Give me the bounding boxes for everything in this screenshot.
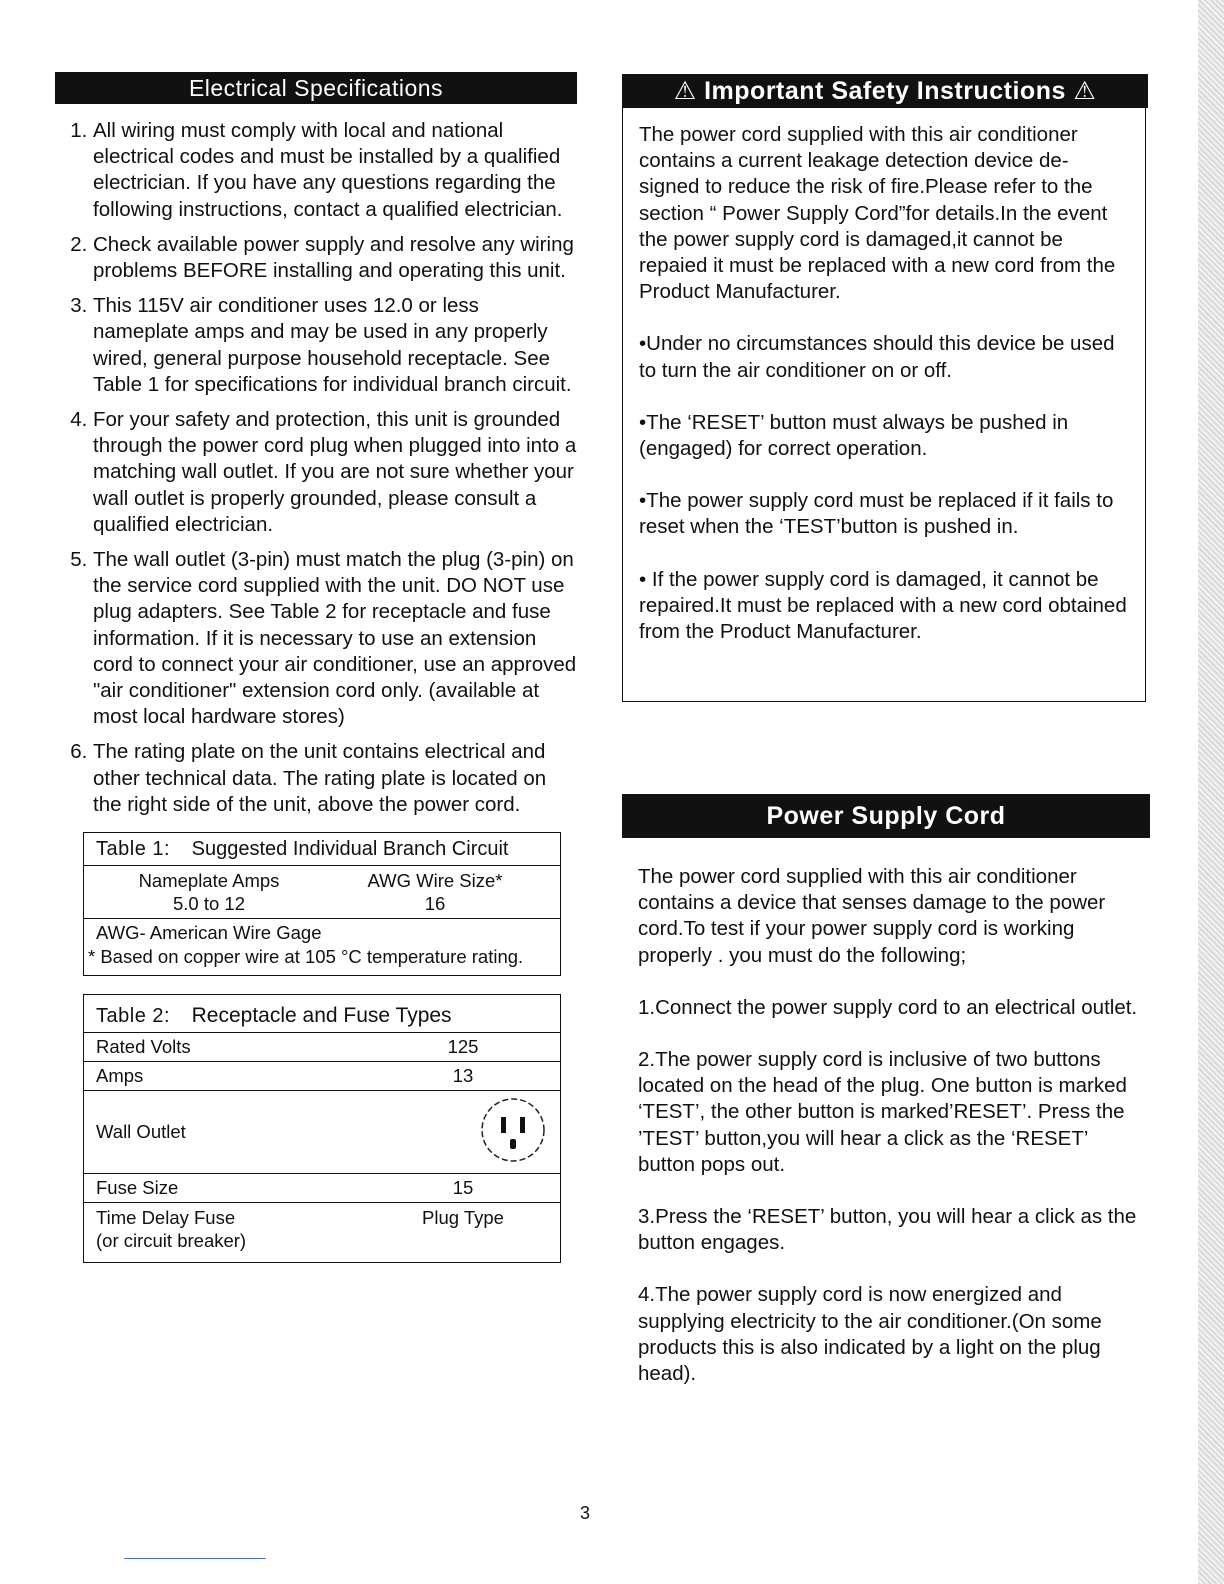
safety-paragraph: •The power supply cord must be replaced if it fails to reset when the ‘TEST’button is pushed in.	[639, 489, 1114, 539]
warning-icon: ⚠	[1073, 77, 1097, 105]
copper-wire-note: * Based on copper wire at 105 °C temperature rating.	[88, 946, 524, 968]
plug-type-value: Plug Type	[422, 1207, 504, 1229]
table-1-title: Suggested Individual Branch Circuit	[191, 838, 509, 861]
amps-value: 13	[452, 1065, 474, 1087]
table-row	[84, 1033, 561, 1062]
power-paragraph: 1.Connect the power supply cord to an electrical outlet.	[638, 995, 1138, 1019]
power-paragraph: 3.Press the ‘RESET’ button, you will hear a click as the button engages.	[638, 1205, 1137, 1255]
rated-volts-value: 125	[447, 1036, 479, 1058]
warning-icon: ⚠	[673, 77, 697, 105]
rated-volts-label: Rated Volts	[96, 1036, 191, 1058]
power-paragraph: 4.The power supply cord is now energized and supplying electricity to the air conditioner.(On some products this is also indicated by a light on the plug head).	[638, 1283, 1102, 1386]
list-item: 6. The rating plate on the unit contains electrical and other technical data. The rating plate is located on the right side of the unit, above the power cord.	[93, 739, 577, 818]
table-2	[83, 994, 561, 1263]
circuit-breaker-label: (or circuit breaker)	[96, 1230, 247, 1252]
power-paragraph: The power cord supplied with this air conditioner contains a device that senses damage to the power cord.To test if your power supply cord is working properly . you must do the following;	[638, 865, 1106, 967]
fuse-size-value: 15	[452, 1177, 474, 1199]
table-row	[84, 1091, 561, 1174]
time-delay-fuse-label: Time Delay Fuse	[96, 1207, 236, 1229]
table-1-label: Table 1:	[96, 838, 171, 861]
list-item: 1. All wiring must comply with local and national electrical codes and must be installed by a qualified electrician. If you have any questions regarding the following instructions, contact a qualified electrician.	[93, 118, 577, 223]
list-item: 3. This 115V air conditioner uses 12.0 or less nameplate amps and may be used in any properly wired, general purpose household receptacle. See Table 1 for specifications for individual branch circuit.	[93, 293, 577, 398]
page-number: 3	[580, 1503, 591, 1523]
power-paragraph: 2.The power supply cord is inclusive of two buttons located on the head of the plug. One button is marked ‘TEST’, the other button is marked’RESET’. Press the ’TEST’ button,you will hear a click as the ‘RESET’ button pops out.	[638, 1048, 1127, 1176]
safety-paragraph: •The ‘RESET’ button must always be pushed in (engaged) for correct operation.	[639, 410, 1069, 461]
electrical-specifications-banner: Electrical Specifications	[55, 72, 577, 104]
left-column	[55, 72, 577, 1263]
safety-banner-title: Important Safety Instructions	[704, 77, 1066, 105]
wall-outlet-label: Wall Outlet	[96, 1121, 186, 1143]
table-1-notes	[84, 919, 561, 976]
nameplate-amps-value: 5.0 to 12	[172, 893, 245, 915]
list-item: 5. The wall outlet (3-pin) must match the plug (3-pin) on the service cord supplied with the unit. DO NOT use plug adapters. See Table 2 for receptacle and fuse information. If it is necessary to use an extension cord to connect your air conditioner, use an approved "air conditioner" extension cord only. (available at most local hardware stores)	[93, 547, 577, 730]
specifications-list	[55, 118, 577, 818]
table-2-label: Table 2:	[96, 1005, 171, 1028]
safety-paragraph: • If the power supply cord is damaged, it cannot be repaired.It must be replaced with a new cord obtained from the Product Manufacturer.	[639, 567, 1127, 644]
power-supply-cord-banner: Power Supply Cord	[622, 794, 1150, 838]
footer-line	[124, 1558, 266, 1559]
table-2-title: Receptacle and Fuse Types	[191, 1004, 452, 1028]
amps-label: Amps	[96, 1065, 144, 1087]
scan-edge	[1198, 0, 1224, 1584]
safety-paragraph: The power cord supplied with this air conditioner contains a current leakage detection device de-signed to reduce the risk of fire.Please refer to the section “ Power Supply Cord”for details.In the event the power supply cord is damaged,it cannot be repaied it must be replaced with a new cord from the Product Manufacturer.	[639, 123, 1116, 304]
list-item: 2. Check available power supply and resolve any wiring problems BEFORE installing and operating this unit.	[93, 232, 577, 284]
table-1-data	[84, 866, 561, 919]
right-column	[622, 74, 1152, 1413]
power-supply-cord-text	[622, 864, 1152, 1387]
awg-note: AWG- American Wire Gage	[96, 922, 322, 944]
table-1-caption	[84, 833, 561, 866]
table-2-caption	[84, 995, 561, 1033]
fuse-size-label: Fuse Size	[96, 1177, 179, 1199]
wall-outlet-icon	[478, 1095, 548, 1170]
safety-instructions-box	[622, 108, 1146, 702]
table-row	[84, 1062, 561, 1091]
table-row	[84, 1203, 561, 1263]
table-1	[83, 832, 561, 976]
awg-wire-size-value: 16	[424, 893, 446, 915]
nameplate-amps-header: Nameplate Amps	[138, 870, 280, 892]
awg-wire-size-header: AWG Wire Size*	[367, 870, 503, 892]
safety-instructions-banner	[622, 74, 1148, 108]
safety-paragraph: •Under no circumstances should this device be used to turn the air conditioner on or off.	[639, 332, 1115, 382]
table-row	[84, 1174, 561, 1203]
list-item: 4. For your safety and protection, this unit is grounded through the power cord plug when plugged into into a matching wall outlet. If you are not sure whether your wall outlet is properly grounded, please consult a qualified electrician.	[93, 407, 577, 538]
